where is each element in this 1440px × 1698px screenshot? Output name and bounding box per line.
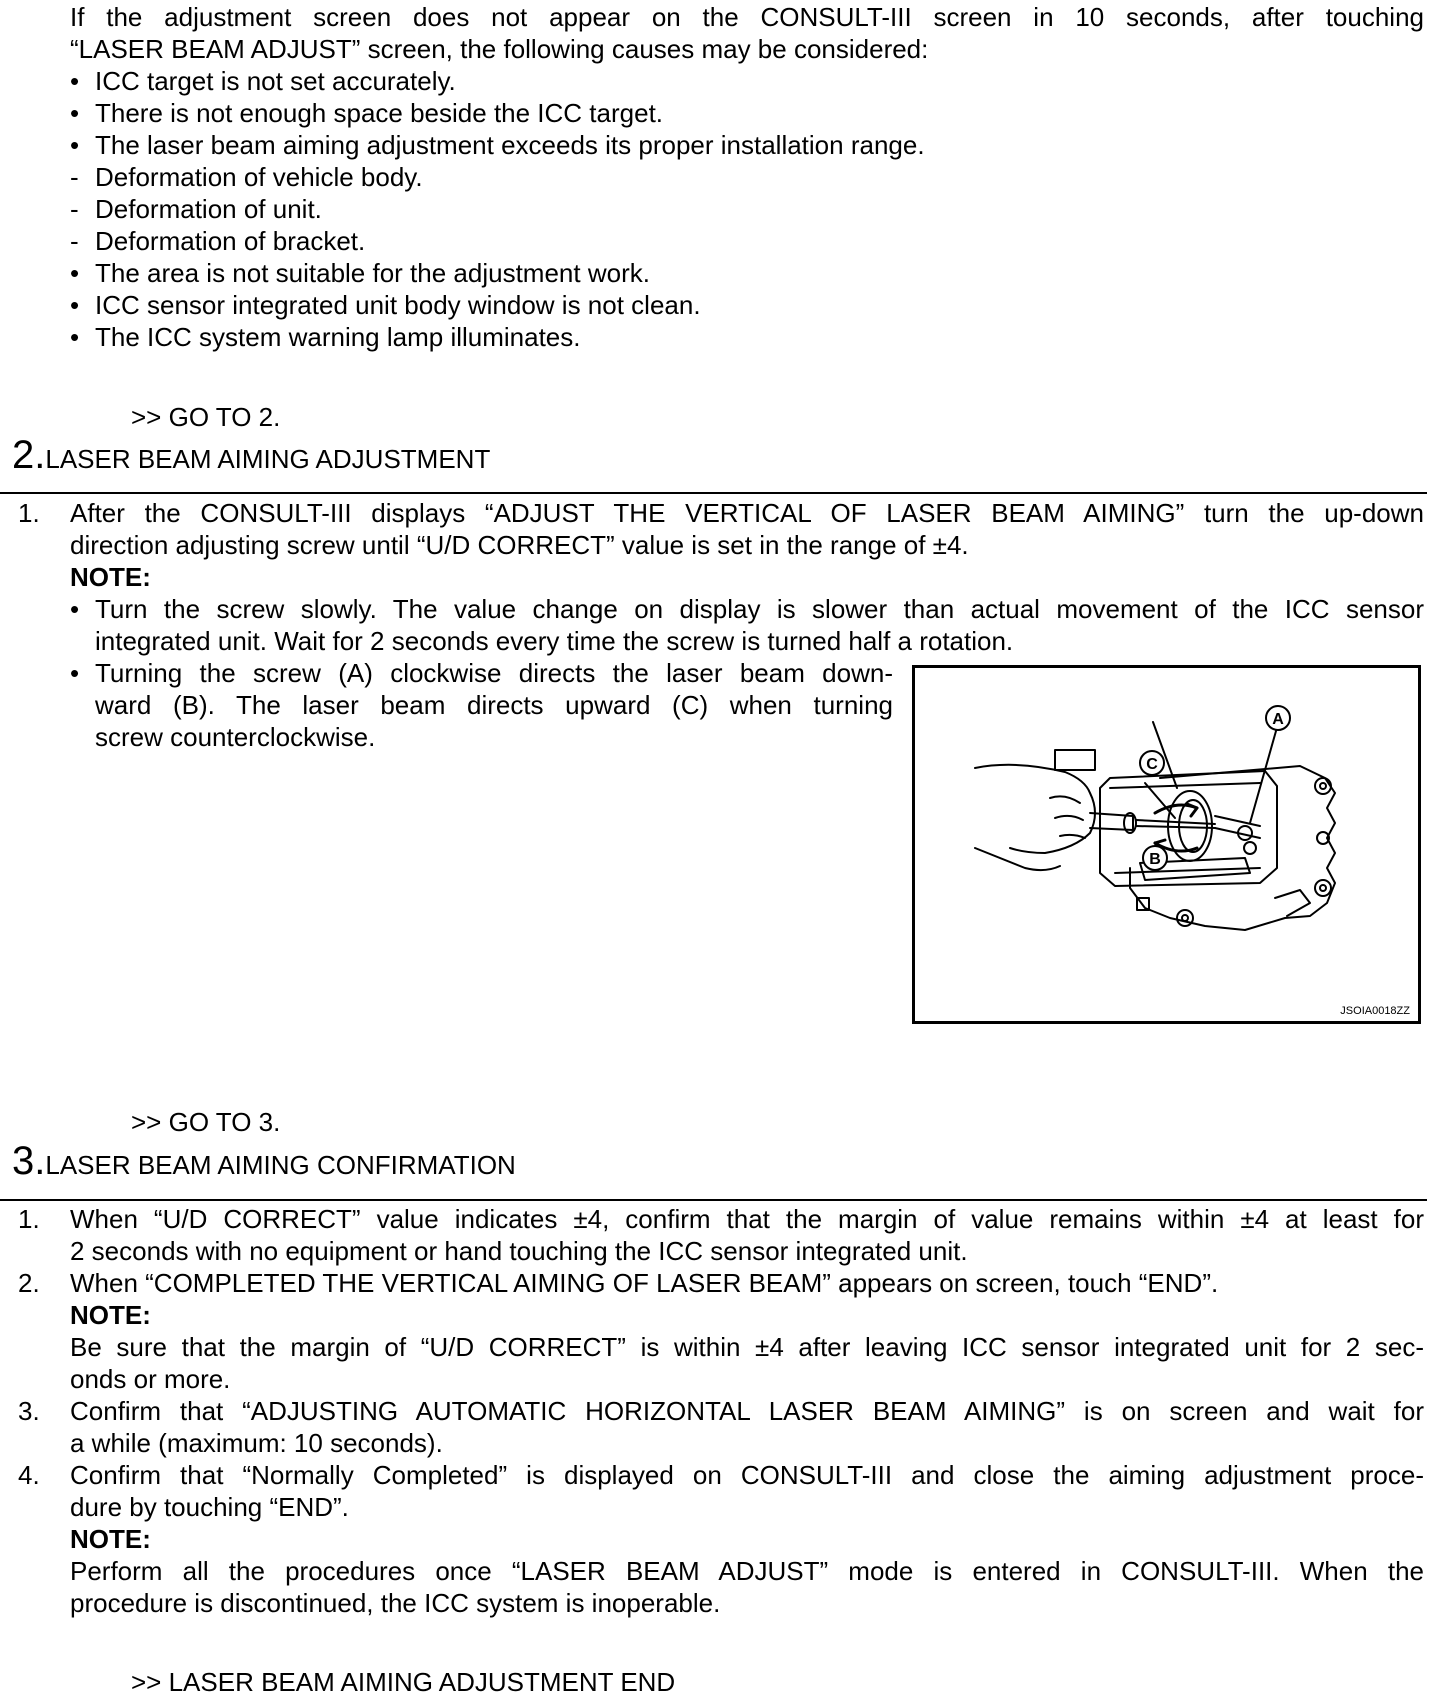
note-label: NOTE: bbox=[70, 1524, 151, 1554]
item-text: direction adjusting screw until “U/D CORRECT” value is set in the range of ±4. bbox=[70, 530, 969, 560]
note-text: Be sure that the margin of “U/D CORRECT” is within ±4 after leaving ICC sensor integrated unit for 2 sec- bbox=[70, 1332, 1424, 1362]
callout-label-a: A bbox=[1272, 711, 1284, 728]
item-text: dure by touching “END”. bbox=[70, 1492, 349, 1522]
note-text: screw counterclockwise. bbox=[95, 722, 376, 752]
note-label: NOTE: bbox=[70, 1300, 151, 1330]
bullet-mark: • bbox=[70, 66, 80, 96]
list-item: The area is not suitable for the adjustment work. bbox=[95, 258, 650, 288]
step-title: LASER BEAM AIMING CONFIRMATION bbox=[45, 1150, 516, 1180]
item-number: 3. bbox=[18, 1396, 40, 1426]
list-item: ICC target is not set accurately. bbox=[95, 66, 456, 96]
dash-mark: - bbox=[70, 194, 79, 224]
figure-id: JSOIA0018ZZ bbox=[1340, 1005, 1410, 1017]
bullet-mark: • bbox=[70, 258, 80, 288]
section-rule bbox=[0, 1199, 1427, 1201]
step2-heading bbox=[12, 432, 490, 482]
list-item: Deformation of bracket. bbox=[95, 226, 366, 256]
item-number: 1. bbox=[18, 498, 40, 528]
step-title: LASER BEAM AIMING ADJUSTMENT bbox=[45, 444, 491, 474]
dash-mark: - bbox=[70, 162, 79, 192]
step-number: 2. bbox=[12, 433, 46, 477]
intro-line: “LASER BEAM ADJUST” screen, the following causes may be considered: bbox=[70, 34, 929, 64]
dash-mark: - bbox=[70, 226, 79, 256]
item-text: When “COMPLETED THE VERTICAL AIMING OF LASER BEAM” appears on screen, touch “END”. bbox=[70, 1268, 1219, 1298]
sensor-adjust-illustration bbox=[915, 668, 1418, 1021]
bullet-mark: • bbox=[70, 594, 80, 624]
item-text: After the CONSULT-III displays “ADJUST THE VERTICAL OF LASER BEAM AIMING” turn the up-down bbox=[70, 498, 1424, 528]
item-text: Confirm that “ADJUSTING AUTOMATIC HORIZONTAL LASER BEAM AIMING” is on screen and wait for bbox=[70, 1396, 1424, 1426]
list-item: Deformation of vehicle body. bbox=[95, 162, 423, 192]
note-text: procedure is discontinued, the ICC system is inoperable. bbox=[70, 1588, 721, 1618]
goto-step2: >> GO TO 2. bbox=[131, 402, 281, 432]
bullet-mark: • bbox=[70, 98, 80, 128]
item-text: 2 seconds with no equipment or hand touching the ICC sensor integrated unit. bbox=[70, 1236, 968, 1266]
bullet-mark: • bbox=[70, 658, 80, 688]
bullet-mark: • bbox=[70, 130, 80, 160]
note-text: ward (B). The laser beam directs upward (C) when turning bbox=[95, 690, 893, 720]
intro-line: If the adjustment screen does not appear on the CONSULT-III screen in 10 seconds, after touching bbox=[70, 2, 1424, 32]
item-number: 1. bbox=[18, 1204, 40, 1234]
step3-heading bbox=[12, 1138, 516, 1188]
list-item: The laser beam aiming adjustment exceeds its proper installation range. bbox=[95, 130, 925, 160]
bullet-mark: • bbox=[70, 290, 80, 320]
item-number: 4. bbox=[18, 1460, 40, 1490]
note-text: integrated unit. Wait for 2 seconds every time the screw is turned half a rotation. bbox=[95, 626, 1014, 656]
illustration-figure bbox=[912, 665, 1421, 1024]
callout-label-b: B bbox=[1149, 851, 1161, 868]
note-text: Perform all the procedures once “LASER BEAM ADJUST” mode is entered in CONSULT-III. When the bbox=[70, 1556, 1424, 1586]
list-item: There is not enough space beside the ICC target. bbox=[95, 98, 664, 128]
end-marker: >> LASER BEAM AIMING ADJUSTMENT END bbox=[131, 1667, 676, 1697]
item-text: Confirm that “Normally Completed” is displayed on CONSULT-III and close the aiming adjustment proce- bbox=[70, 1460, 1424, 1490]
section-rule bbox=[0, 492, 1427, 494]
list-item: ICC sensor integrated unit body window is not clean. bbox=[95, 290, 701, 320]
note-text: onds or more. bbox=[70, 1364, 231, 1394]
list-item: The ICC system warning lamp illuminates. bbox=[95, 322, 581, 352]
bullet-mark: • bbox=[70, 322, 80, 352]
item-text: When “U/D CORRECT” value indicates ±4, confirm that the margin of value remains within ±4 at least for bbox=[70, 1204, 1424, 1234]
note-label: NOTE: bbox=[70, 562, 151, 592]
note-text: Turn the screw slowly. The value change on display is slower than actual movement of the ICC sensor bbox=[95, 594, 1424, 624]
step-number: 3. bbox=[12, 1139, 46, 1183]
goto-step3: >> GO TO 3. bbox=[131, 1107, 281, 1137]
item-number: 2. bbox=[18, 1268, 40, 1298]
callout-label-c: C bbox=[1146, 756, 1158, 773]
list-item: Deformation of unit. bbox=[95, 194, 322, 224]
note-text: Turning the screw (A) clockwise directs the laser beam down- bbox=[95, 658, 893, 688]
item-text: a while (maximum: 10 seconds). bbox=[70, 1428, 443, 1458]
